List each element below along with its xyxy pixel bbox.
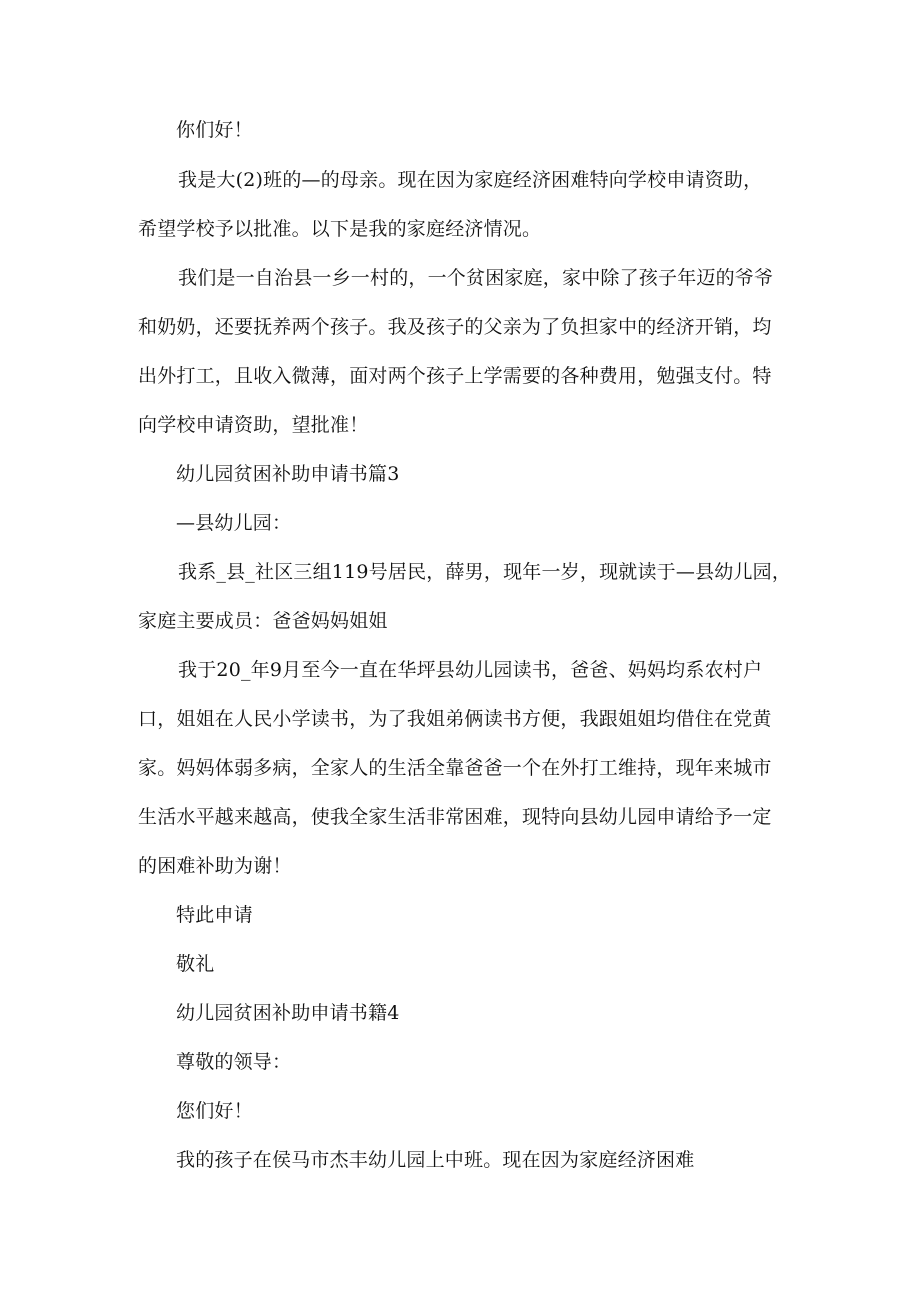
- paragraph-3-line-2: 家庭主要成员：爸爸妈妈姐姐: [138, 610, 388, 632]
- paragraph-2-line-2: 和奶奶，还要抚养两个孩子。我及孩子的父亲为了负担家中的经济开销，均: [138, 316, 772, 338]
- paragraph-4-line-2: 口，姐姐在人民小学读书，为了我姐弟俩读书方便，我跟姐姐均借住在党黄: [138, 708, 772, 730]
- paragraph-3-line-1: 我系_县_社区三组119号居民，薛男，现年一岁，现就读于—县幼儿园，: [178, 561, 792, 583]
- section-4-heading: 幼儿园贫困补助申请书籍4: [176, 1002, 400, 1024]
- paragraph-4-line-4: 生活水平越来越高，使我全家生活非常困难，现特向县幼儿园申请给予一定: [138, 806, 772, 828]
- paragraph-1-line-1: 我是大(2)班的—的母亲。现在因为家庭经济困难特向学校申请资助，: [178, 169, 763, 191]
- paragraph-2-line-3: 出外打工，且收入微薄，面对两个孩子上学需要的各种费用，勉强支付。特: [138, 365, 772, 387]
- greeting: 你们好！: [176, 119, 253, 141]
- closing-request: 特此申请: [176, 904, 253, 926]
- paragraph-2-line-1: 我们是一自治县一乡一村的，一个贫困家庭，家中除了孩子年迈的爷爷: [178, 267, 774, 289]
- paragraph-4-line-3: 家。妈妈体弱多病，全家人的生活全靠爸爸一个在外打工维持，现年来城市: [138, 757, 772, 779]
- paragraph-4-line-5: 的困难补助为谢！: [138, 855, 292, 877]
- section-4-greeting: 您们好！: [176, 1100, 253, 1122]
- section-4-salutation: 尊敬的领导：: [176, 1051, 292, 1073]
- paragraph-1-line-2: 希望学校予以批准。以下是我的家庭经济情况。: [138, 218, 542, 240]
- closing-salute: 敬礼: [176, 953, 215, 975]
- paragraph-2-line-4: 向学校申请资助，望批准！: [138, 414, 369, 436]
- section-3-heading: 幼儿园贫困补助申请书篇3: [176, 463, 400, 485]
- section-3-recipient: —县幼儿园：: [176, 512, 292, 534]
- paragraph-4-line-1: 我于20_年9月至今一直在华坪县幼儿园读书，爸爸、妈妈均系农村户: [178, 659, 763, 681]
- paragraph-5-line-1: 我的孩子在侯马市杰丰幼儿园上中班。现在因为家庭经济困难: [176, 1149, 695, 1171]
